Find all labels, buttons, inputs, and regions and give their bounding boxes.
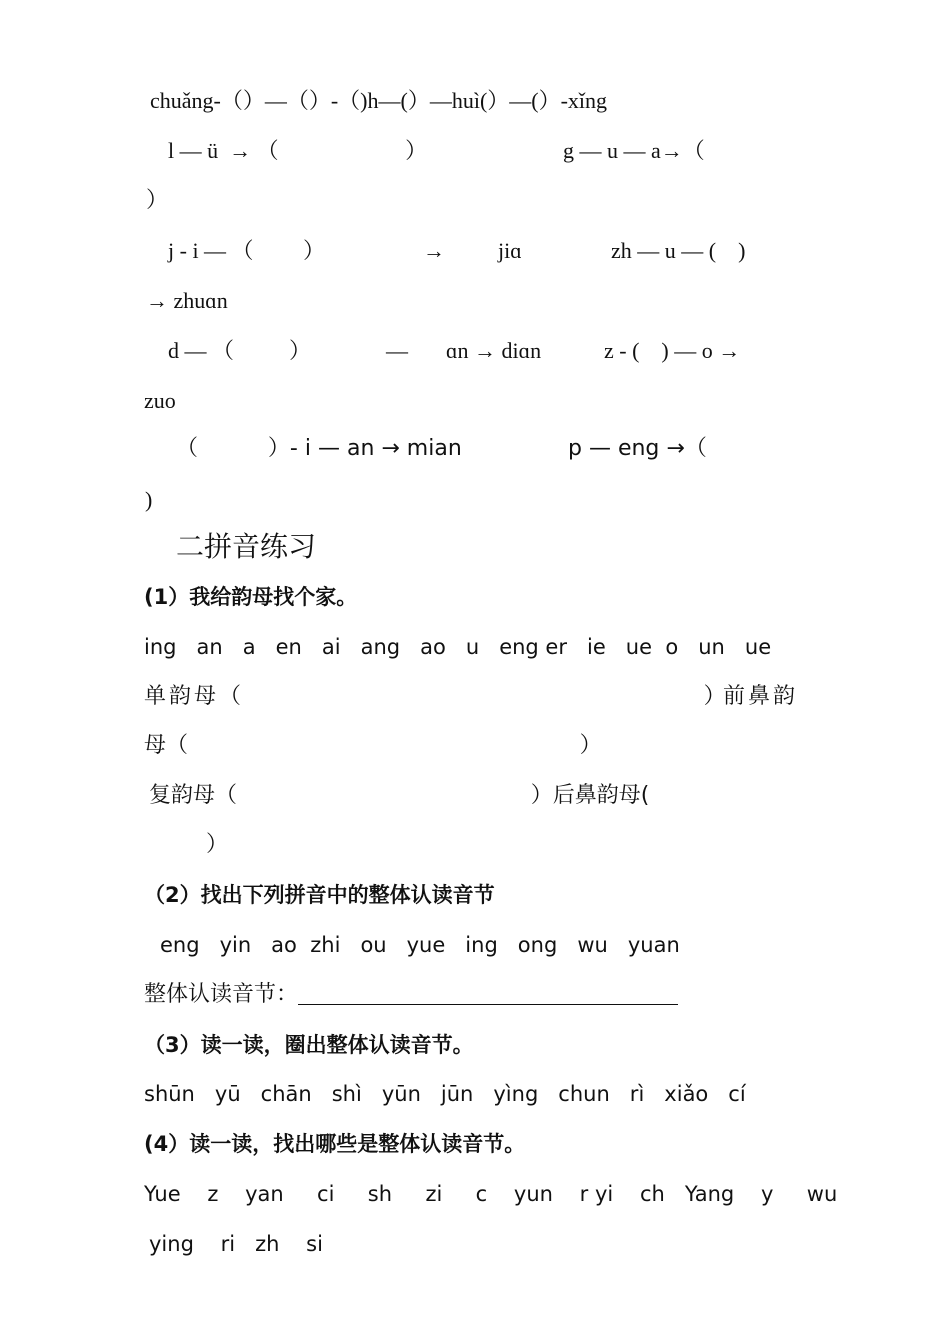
question-3-heading: （3）读一读，圈出整体认读音节。 bbox=[144, 1033, 474, 1057]
syllables-list-4a: Yue z yan ci sh zi c yun r yi ch Yang y wu bbox=[144, 1182, 838, 1206]
back-nasal-close: ） bbox=[206, 832, 229, 857]
compound-finals-row: 复韵母（ ）后鼻韵母( bbox=[149, 783, 650, 808]
pinyin-line-3d: zh — u — ( ) bbox=[611, 238, 746, 263]
question-4-heading: (4）读一读，找出哪些是整体认读音节。 bbox=[144, 1132, 526, 1156]
section-title: 二拼音练习 bbox=[176, 530, 317, 563]
pinyin-line-8: ) bbox=[145, 487, 153, 512]
pinyin-line-3b: → bbox=[423, 238, 445, 263]
pinyin-line-5c: ɑn → diɑn bbox=[446, 338, 542, 363]
answer-row bbox=[144, 982, 678, 1008]
pinyin-line-3c: jiɑ bbox=[498, 238, 522, 263]
finals-list: ing an a en ai ang ao u eng er ie ue o un ue bbox=[144, 635, 772, 659]
pinyin-line-4: → zhuɑn bbox=[146, 288, 228, 313]
answer-blank[interactable] bbox=[298, 982, 678, 1005]
pinyin-line-2c: ） bbox=[146, 187, 169, 212]
pinyin-line-6: zuo bbox=[144, 388, 176, 413]
pinyin-line-2b: g — u — a→（ bbox=[563, 138, 705, 163]
pinyin-line-3a: j - i — （ ） bbox=[168, 238, 326, 263]
pinyin-line-5a: d — （ ） bbox=[168, 338, 312, 363]
pinyin-line-1: chuǎng-（）—（）-（)h—(）—huì(）—(）-xǐng bbox=[150, 88, 608, 113]
pinyin-line-7a: （ ）- i — an → mian bbox=[176, 436, 462, 461]
front-nasal-label: 前鼻韵 bbox=[723, 684, 799, 709]
single-finals-row: 单韵母（ ） bbox=[144, 684, 729, 709]
pinyin-line-2a: l — ü → （ ） bbox=[168, 138, 428, 163]
answer-label: 整体认读音节： bbox=[144, 982, 299, 1007]
question-1-heading: (1）我给韵母找个家。 bbox=[144, 585, 358, 609]
syllables-list-4b: ying ri zh si bbox=[149, 1232, 323, 1256]
pinyin-line-7b: p — eng →（ bbox=[568, 436, 707, 461]
pinyin-line-5d: z - ( ) — o → bbox=[604, 338, 741, 363]
syllables-list-3: shūn yū chān shì yūn jūn yìng chun rì xiǎo cí bbox=[144, 1082, 746, 1106]
question-2-heading: （2）找出下列拼音中的整体认读音节 bbox=[144, 883, 495, 907]
pinyin-line-5b: — bbox=[386, 338, 408, 363]
syllables-list-2: eng yin ao zhi ou yue ing ong wu yuan bbox=[160, 933, 680, 957]
front-nasal-row: 母（ ） bbox=[144, 733, 602, 758]
